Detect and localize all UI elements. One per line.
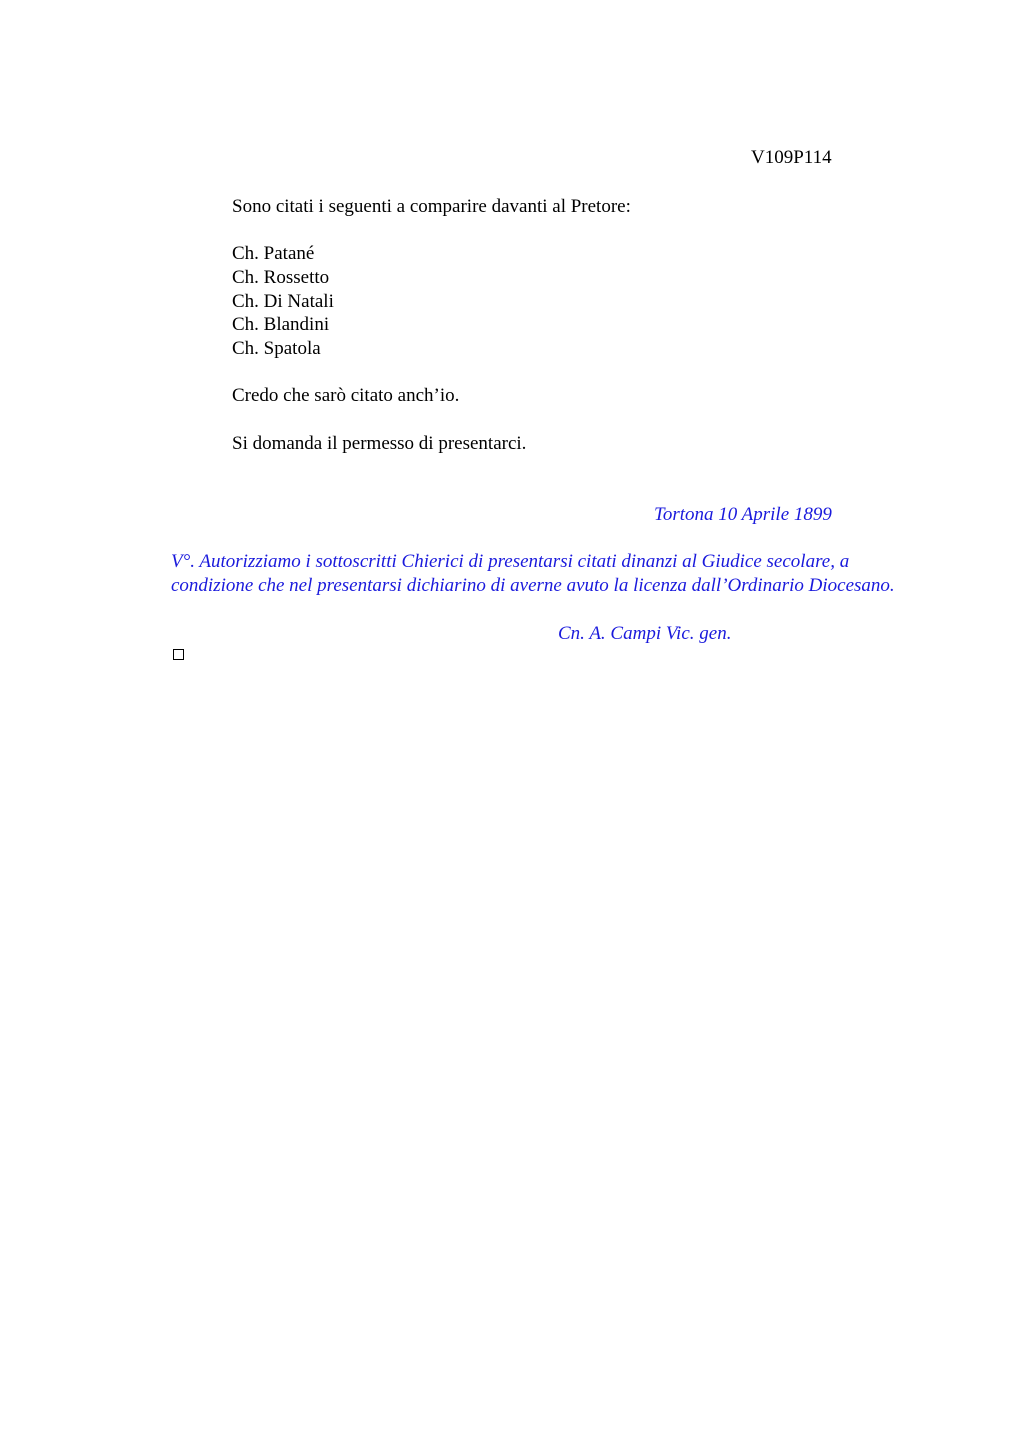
list-item: Ch. Patané (232, 243, 315, 264)
list-item: Ch. Blandini (232, 314, 330, 336)
list-item: Ch. Spatola (232, 338, 321, 360)
cited-names-list (232, 242, 334, 361)
intro-text: Sono citati i seguenti a comparire davanti al Pretore: (232, 196, 631, 217)
list-item: Ch. Di Natali (232, 290, 334, 312)
signature-line: Cn. A. Campi Vic. gen. (558, 623, 732, 644)
belief-text: Credo che sarò citato anch’io. (232, 385, 460, 406)
empty-square-icon (173, 649, 184, 660)
document-id: V109P114 (751, 147, 832, 168)
list-item: Ch. Rossetto (232, 266, 330, 288)
annotation-date: Tortona 10 Aprile 1899 (654, 504, 832, 525)
approval-paragraph: V°. Autorizziamo i sottoscritti Chierici di presentarsi citati dinanzi al Giudice secolare, a condizione che nel presentarsi dichiarino di averne avuto la licenza dall’Ordinario Diocesano. (171, 551, 895, 596)
request-text: Si domanda il permesso di presentarci. (232, 433, 527, 454)
